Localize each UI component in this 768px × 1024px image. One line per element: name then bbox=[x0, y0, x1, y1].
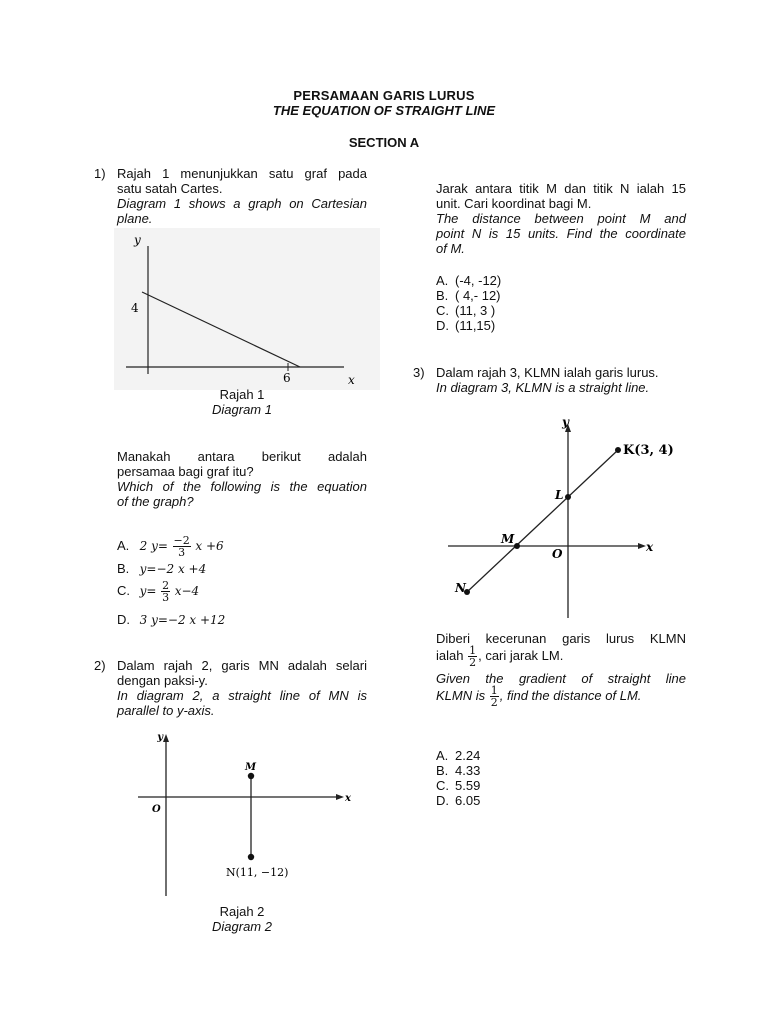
diagram-2-n-label: N(11, −12) bbox=[226, 866, 289, 879]
diagram-3-k-label: K(3, 4) bbox=[623, 443, 674, 458]
diagram-1-caption-en: Diagram 1 bbox=[212, 402, 272, 417]
q2-ms-line2: dengan paksi-y. bbox=[117, 673, 208, 688]
q3-option-c[interactable] bbox=[436, 778, 480, 793]
q3-option-a[interactable] bbox=[436, 748, 480, 763]
diagram-3-point-l bbox=[565, 494, 571, 500]
q2-cont-en-line2: point N is 15 units. Find the coordinate bbox=[436, 226, 686, 241]
q2-option-c-text: (11, 3 ) bbox=[455, 303, 496, 318]
diagram-2-y-arrow bbox=[163, 734, 169, 742]
q3-option-c-text: 5.59 bbox=[455, 778, 481, 793]
q2-option-b-letter: B. bbox=[436, 288, 449, 303]
diagram-1-y-intercept: 4 bbox=[131, 301, 139, 315]
q2-option-a-letter: A. bbox=[436, 273, 449, 288]
q3-given-ms-frac-num: 1 bbox=[469, 644, 477, 658]
q1-ms-line2: satu satah Cartes. bbox=[117, 181, 223, 196]
diagram-2-m-label: M bbox=[245, 762, 257, 773]
q2-stem bbox=[117, 658, 367, 718]
q1-option-b[interactable] bbox=[117, 561, 206, 577]
q3-option-a-letter: A. bbox=[436, 748, 449, 763]
page-title: PERSAMAAN GARIS LURUS bbox=[293, 88, 475, 103]
q3-ms-line1: Dalam rajah 3, KLMN ialah garis lurus. bbox=[436, 365, 659, 380]
q2-cont-ms-line1: Jarak antara titik M dan titik N ialah 15 bbox=[436, 181, 686, 196]
q2-cont-en-line3: of M. bbox=[436, 241, 465, 256]
diagram-3-l-label: L bbox=[555, 488, 564, 502]
q3-given-ms-frac-den: 2 bbox=[469, 656, 477, 670]
q2-option-b[interactable] bbox=[436, 288, 501, 303]
q1-option-a-lhs: 2 y= bbox=[139, 538, 168, 553]
q1-question-ms-line2: persamaa bagi graf itu? bbox=[117, 464, 254, 479]
q1-option-c[interactable] bbox=[117, 580, 199, 603]
diagram-2-x-arrow bbox=[336, 794, 344, 800]
diagram-3-origin-label: O bbox=[552, 547, 563, 561]
q3-option-c-letter: C. bbox=[436, 778, 449, 793]
q3-option-d[interactable] bbox=[436, 793, 480, 808]
q3-given bbox=[436, 631, 686, 708]
q1-option-c-letter: C. bbox=[117, 582, 130, 598]
q2-option-a-text: (-4, -12) bbox=[455, 273, 502, 288]
q3-given-ms-fraction bbox=[468, 645, 477, 668]
q2-option-b-text: ( 4,- 12) bbox=[455, 288, 501, 303]
diagram-2-point-m bbox=[248, 773, 254, 779]
q3-given-ms-line1: Diberi kecerunan garis lurus KLMN bbox=[436, 631, 686, 646]
q3-option-a-text: 2.24 bbox=[455, 748, 481, 763]
q1-question bbox=[117, 449, 367, 509]
diagram-1-y-label: y bbox=[134, 233, 141, 247]
q1-option-a[interactable] bbox=[117, 535, 224, 558]
diagram-2-y-label: y bbox=[157, 732, 163, 743]
q3-given-en-line1: Given the gradient of straight line bbox=[436, 671, 686, 687]
q1-option-a-numerator: −2 bbox=[173, 534, 190, 547]
q1-option-b-text: y=−2 x +4 bbox=[139, 562, 207, 576]
diagram-2-caption-en: Diagram 2 bbox=[212, 919, 272, 934]
q1-question-en-line2: of the graph? bbox=[117, 494, 194, 509]
q2-en-line2: parallel to y-axis. bbox=[117, 703, 215, 718]
q2-cont-ms-line2: unit. Cari koordinat bagi M. bbox=[436, 196, 592, 211]
diagram-3-x-arrow bbox=[638, 543, 646, 549]
diagram-3-line-klmn bbox=[467, 450, 618, 592]
diagram-1-background bbox=[114, 228, 380, 390]
q1-option-a-fraction bbox=[173, 535, 191, 558]
q3-given-en-fraction bbox=[490, 685, 499, 708]
q2-option-c[interactable] bbox=[436, 303, 501, 318]
q3-number: 3) bbox=[413, 365, 425, 380]
diagram-2-origin-label: O bbox=[152, 804, 161, 815]
q1-option-c-fraction bbox=[161, 580, 170, 603]
section-heading: SECTION A bbox=[348, 135, 420, 150]
diagram-3-y-label: y bbox=[562, 415, 569, 429]
q3-given-en-frac-num: 1 bbox=[490, 684, 498, 698]
q3-option-b-text: 4.33 bbox=[455, 763, 481, 778]
diagram-1-caption-ms: Rajah 1 bbox=[219, 387, 265, 402]
q2-en-line1: In diagram 2, a straight line of MN is bbox=[117, 688, 367, 703]
q1-option-b-letter: B. bbox=[117, 561, 130, 576]
q2-option-d-letter: D. bbox=[436, 318, 449, 333]
q2-ms-line1: Dalam rajah 2, garis MN adalah selari bbox=[117, 658, 367, 673]
q2-option-c-letter: C. bbox=[436, 303, 449, 318]
diagram-3-point-k bbox=[615, 447, 621, 453]
q1-option-c-lhs: y= bbox=[139, 583, 157, 598]
q1-option-d-letter: D. bbox=[117, 612, 130, 627]
diagram-1-x-intercept: 6 bbox=[283, 371, 291, 385]
q3-given-en-frac-den: 2 bbox=[490, 696, 498, 710]
q3-stem bbox=[436, 365, 696, 395]
q3-option-b-letter: B. bbox=[436, 763, 449, 778]
q2-continuation bbox=[436, 181, 686, 256]
page-subtitle: THE EQUATION OF STRAIGHT LINE bbox=[272, 103, 496, 118]
q3-option-b[interactable] bbox=[436, 763, 480, 778]
q1-option-c-rhs: x−4 bbox=[174, 583, 200, 598]
diagram-3-point-m bbox=[514, 543, 520, 549]
q2-number: 2) bbox=[94, 658, 106, 673]
q1-question-ms-line1: Manakah antara berikut adalah bbox=[117, 449, 367, 464]
diagram-2-x-label: x bbox=[345, 793, 351, 804]
q1-option-d-text: 3 y=−2 x +12 bbox=[139, 613, 226, 627]
diagram-3 bbox=[446, 412, 686, 622]
q1-option-c-denominator: 3 bbox=[162, 591, 170, 604]
q3-given-en-post: , find the distance of LM. bbox=[499, 688, 642, 704]
q2-options bbox=[436, 273, 501, 333]
q3-given-en-line2 bbox=[436, 685, 686, 708]
q2-cont-en-line1: The distance between point M and bbox=[436, 211, 686, 226]
q1-option-a-denominator: 3 bbox=[178, 546, 186, 559]
diagram-1-x-label: x bbox=[348, 373, 355, 387]
q1-en-line1: Diagram 1 shows a graph on Cartesian bbox=[117, 196, 367, 211]
diagram-3-m-label: M bbox=[501, 532, 515, 546]
q1-number: 1) bbox=[94, 166, 106, 181]
q1-option-a-letter: A. bbox=[117, 537, 130, 553]
diagram-1 bbox=[114, 228, 380, 390]
q1-option-d[interactable] bbox=[117, 612, 225, 628]
q1-question-en-line1: Which of the following is the equation bbox=[117, 479, 367, 494]
diagram-2-caption-ms: Rajah 2 bbox=[219, 904, 265, 919]
q3-given-ms-line2 bbox=[436, 645, 686, 668]
q3-option-d-text: 6.05 bbox=[455, 793, 481, 808]
diagram-2-point-n bbox=[248, 854, 254, 860]
q1-en-line2: plane. bbox=[117, 211, 153, 226]
q3-en-line1: In diagram 3, KLMN is a straight line. bbox=[436, 380, 650, 395]
q2-option-d-text: (11,15) bbox=[455, 318, 496, 333]
diagram-3-n-label: N bbox=[455, 581, 466, 595]
q3-options bbox=[436, 748, 480, 808]
q1-ms-line1: Rajah 1 menunjukkan satu graf pada bbox=[117, 166, 367, 181]
q1-stem bbox=[117, 166, 367, 226]
q3-option-d-letter: D. bbox=[436, 793, 449, 808]
q1-option-c-numerator: 2 bbox=[162, 579, 170, 592]
q2-option-a[interactable] bbox=[436, 273, 501, 288]
q3-given-en-pre: KLMN is bbox=[436, 688, 486, 704]
diagram-3-x-label: x bbox=[646, 540, 654, 554]
q3-given-ms-pre: ialah bbox=[436, 648, 464, 663]
q2-option-d[interactable] bbox=[436, 318, 501, 333]
q3-given-ms-post: , cari jarak LM. bbox=[478, 648, 564, 663]
diagram-2 bbox=[132, 730, 364, 902]
q1-option-a-rhs: x +6 bbox=[195, 538, 224, 553]
